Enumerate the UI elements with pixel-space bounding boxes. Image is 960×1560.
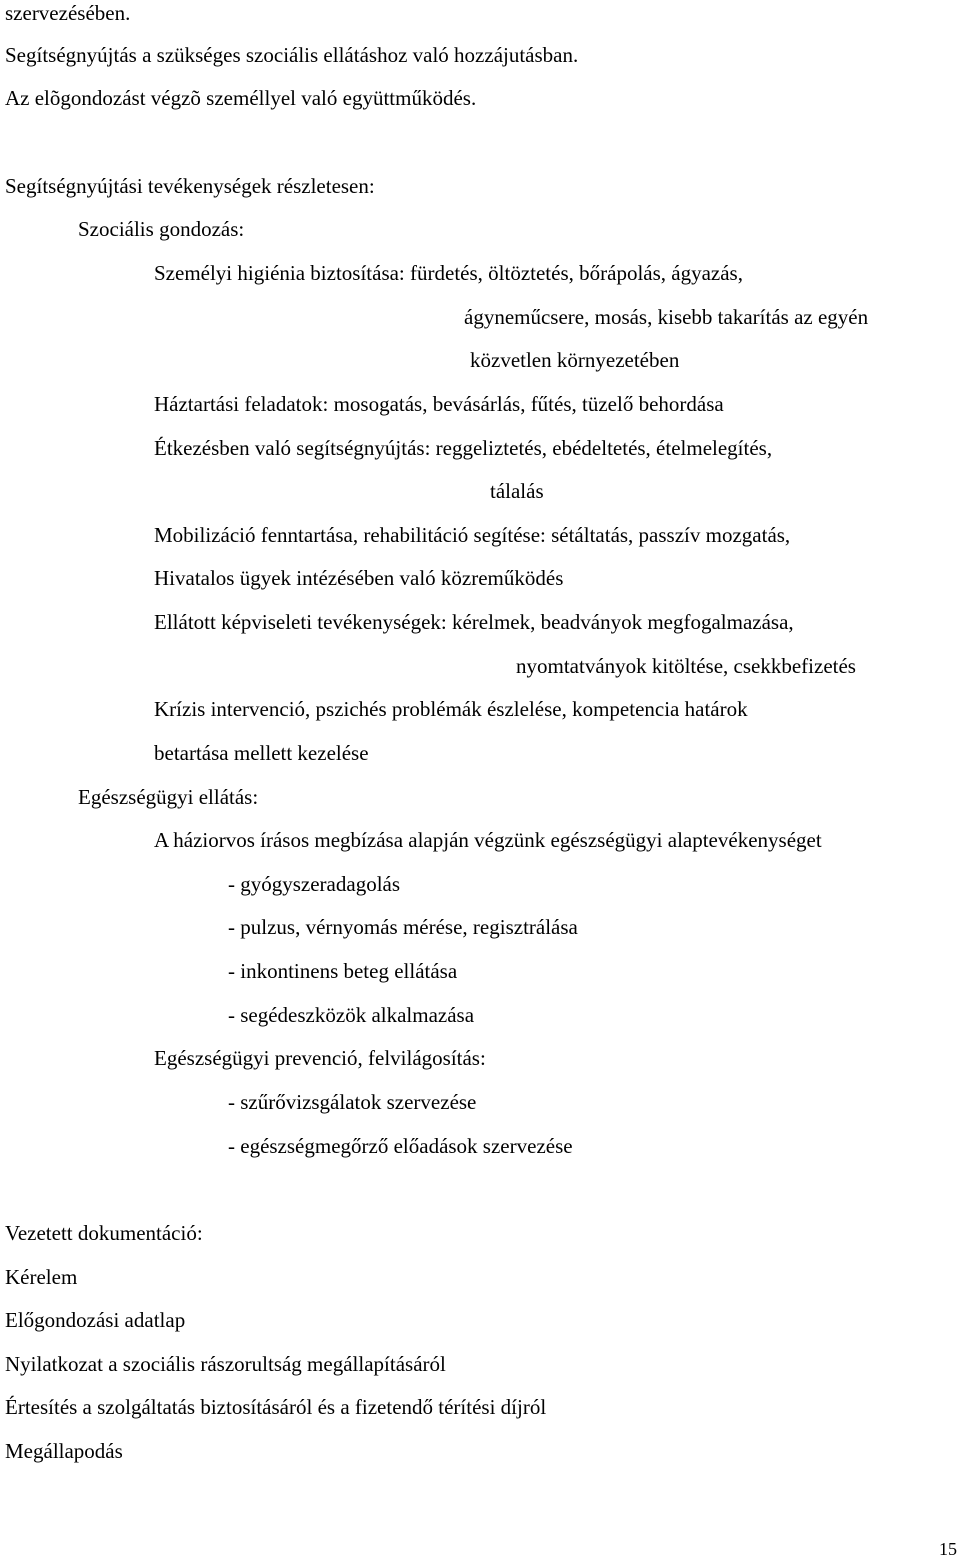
documentation-item: Megállapodás — [5, 1439, 123, 1463]
hygiene-line-1: Személyi higiénia biztosítása: fürdetés, öltöztetés, bőrápolás, ágyazás, — [154, 261, 743, 285]
official-affairs-line: Hivatalos ügyek intézésében való közreműködés — [154, 566, 564, 590]
continuation-line-1: szervezésében. — [5, 1, 131, 25]
representation-line-2: nyomtatványok kitöltése, csekkbefizetés — [516, 654, 856, 678]
continuation-line-2: Segítségnyújtás a szükséges szociális ellátáshoz való hozzájutásban. — [5, 43, 579, 67]
documentation-item: Értesítés a szolgáltatás biztosításáról és a fizetendő térítési díjról — [5, 1395, 547, 1419]
crisis-line-1: Krízis intervenció, pszichés problémák észlelése, kompetencia határok — [154, 697, 748, 721]
page-number: 15 — [939, 1539, 957, 1559]
health-care-item: - inkontinens beteg ellátása — [228, 959, 458, 983]
health-care-item: - gyógyszeradagolás — [228, 872, 401, 896]
prevention-item: - egészségmegőrző előadások szervezése — [228, 1134, 573, 1158]
hygiene-line-3: közvetlen környezetében — [470, 348, 680, 372]
eating-line-2: tálalás — [490, 479, 544, 503]
documentation-item: Előgondozási adatlap — [5, 1308, 186, 1332]
eating-line-1: Étkezésben való segítségnyújtás: reggeliztetés, ebédeltetés, ételmelegítés, — [154, 436, 773, 460]
prevention-heading: Egészségügyi prevenció, felvilágosítás: — [154, 1046, 486, 1070]
mobilization-line: Mobilizáció fenntartása, rehabilitáció segítése: sétáltatás, passzív mozgatás, — [154, 523, 791, 547]
documentation-item: Kérelem — [5, 1265, 78, 1289]
hygiene-line-2: ágyneműcsere, mosás, kisebb takarítás az egyén — [464, 305, 869, 329]
prevention-item: - szűrővizsgálatok szervezése — [228, 1090, 477, 1114]
social-care-heading: Szociális gondozás: — [78, 217, 245, 241]
household-line: Háztartási feladatok: mosogatás, bevásárlás, fűtés, tüzelő behordása — [154, 392, 724, 416]
continuation-line-3: Az elõgondozást végzõ személlyel való együttműködés. — [5, 86, 477, 110]
health-care-intro: A háziorvos írásos megbízása alapján végzünk egészségügyi alaptevékenységet — [154, 828, 822, 852]
documentation-item: Nyilatkozat a szociális rászorultság megállapításáról — [5, 1352, 446, 1376]
documentation-heading: Vezetett dokumentáció: — [5, 1221, 203, 1245]
health-care-item: - pulzus, vérnyomás mérése, regisztrálása — [228, 915, 578, 939]
health-care-item: - segédeszközök alkalmazása — [228, 1003, 475, 1027]
health-care-heading: Egészségügyi ellátás: — [78, 785, 259, 809]
activities-heading: Segítségnyújtási tevékenységek részletesen: — [5, 174, 375, 198]
representation-line-1: Ellátott képviseleti tevékenységek: kérelmek, beadványok megfogalmazása, — [154, 610, 794, 634]
crisis-line-2: betartása mellett kezelése — [154, 741, 369, 765]
